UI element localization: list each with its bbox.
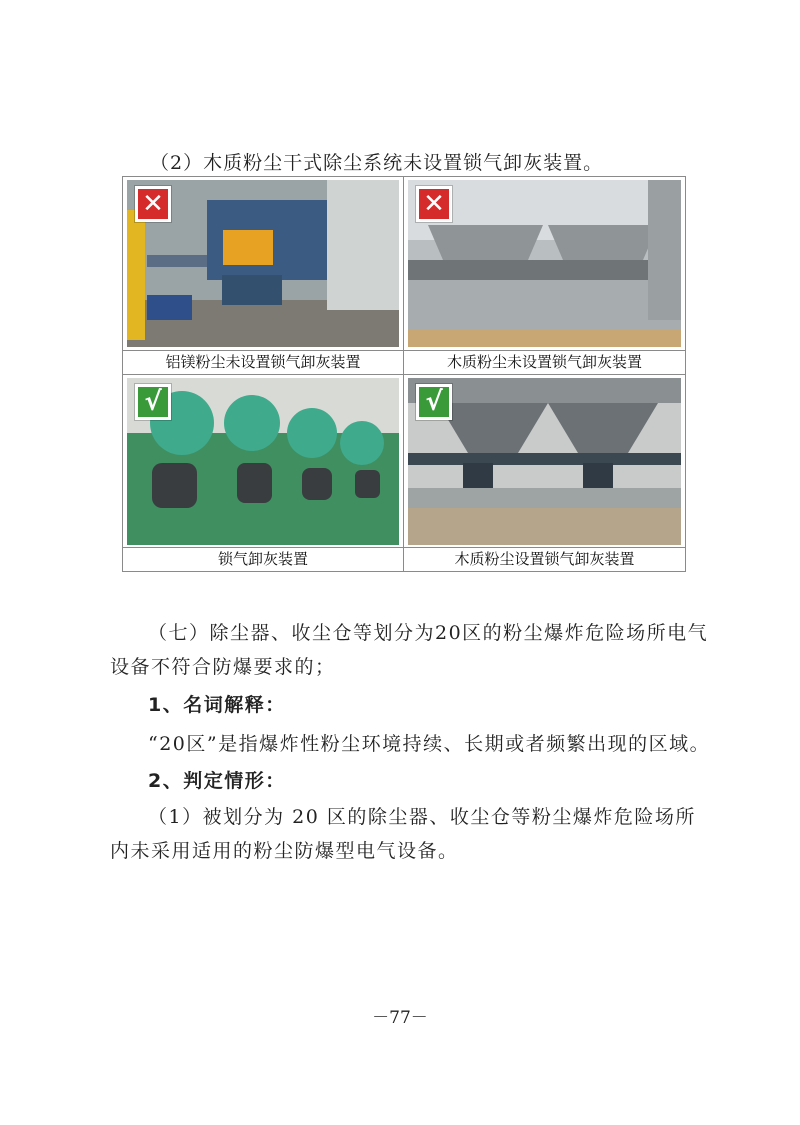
photo-caption: 锁气卸灰装置	[123, 547, 403, 571]
check-mark-icon: √	[416, 384, 452, 420]
photo-grid	[122, 176, 686, 572]
heading-determination: 2、判定情形：	[148, 770, 286, 792]
heading-term-definition: 1、名词解释：	[148, 694, 286, 716]
photo-caption: 铝镁粉尘未设置锁气卸灰装置	[123, 350, 403, 374]
photo-wood-dust-with-valve	[408, 378, 681, 545]
photo-rotary-valves	[127, 378, 399, 545]
photo-cell-rotary-valves	[123, 375, 404, 571]
definition-paragraph: “20区”是指爆炸性粉尘环境持续、长期或者频繁出现的区域。	[148, 733, 711, 755]
check-mark-icon: √	[135, 384, 171, 420]
section-7-paragraph: （七）除尘器、收尘仓等划分为20区的粉尘爆炸危险场所电气设备不符合防爆要求的；	[110, 622, 709, 678]
wrong-mark-icon: ✕	[135, 186, 171, 222]
photo-cell-aluminum-no-valve	[123, 177, 404, 375]
photo-wood-dust-collector	[408, 180, 681, 347]
photo-cell-wood-no-valve	[404, 177, 685, 375]
photo-caption: 木质粉尘设置锁气卸灰装置	[404, 547, 685, 571]
wrong-mark-icon: ✕	[416, 186, 452, 222]
photo-cell-wood-with-valve	[404, 375, 685, 571]
intro-text: （2）木质粉尘干式除尘系统未设置锁气卸灰装置。	[150, 152, 604, 174]
page-number: －77－	[372, 1008, 428, 1028]
case-1-paragraph: （1）被划分为 20 区的除尘器、收尘仓等粉尘爆炸危险场所内未采用适用的粉尘防爆型电气设备。	[110, 806, 696, 862]
photo-caption: 木质粉尘未设置锁气卸灰装置	[404, 350, 685, 374]
photo-aluminum-dust-collector	[127, 180, 399, 347]
